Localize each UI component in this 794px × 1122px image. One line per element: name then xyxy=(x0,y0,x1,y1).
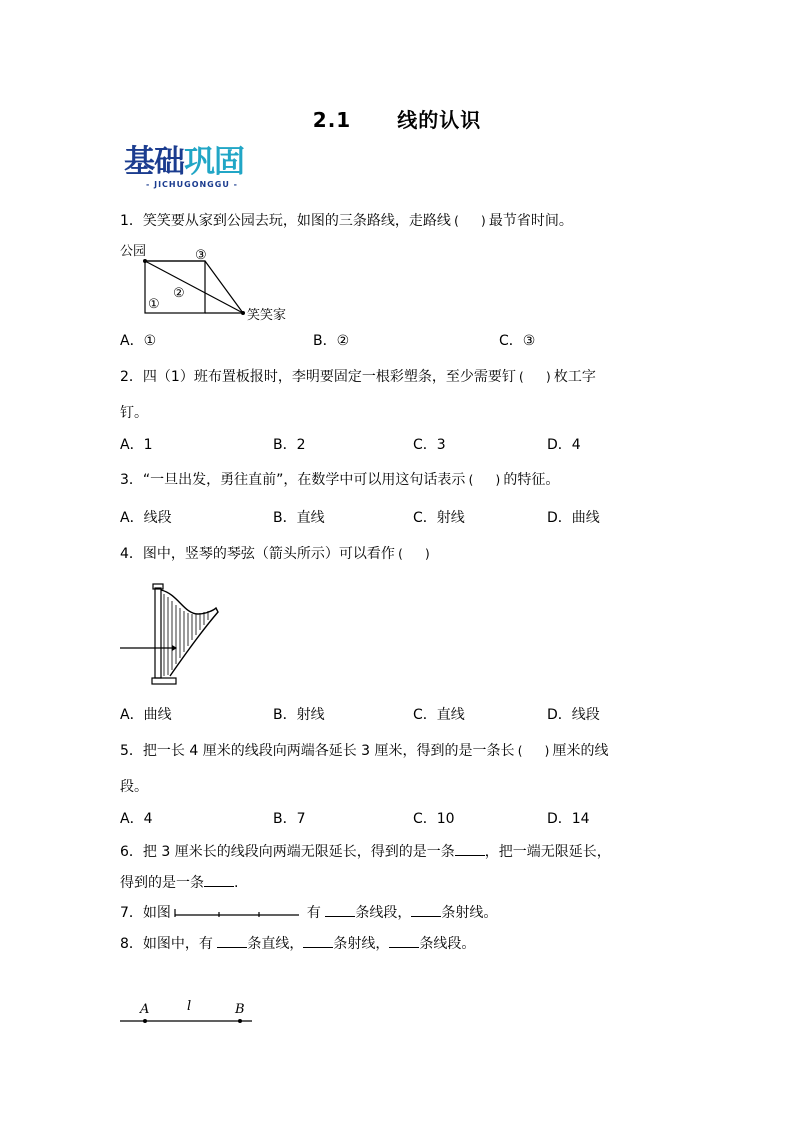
section-number: 2.1 xyxy=(312,108,352,132)
q4-option-c[interactable]: C．直线 xyxy=(413,707,465,723)
q3-option-d[interactable]: D．曲线 xyxy=(547,510,600,526)
question-2: 2．四（1）班布置板报时，李明要固定一根彩塑条，至少需要钉 ( ) 枚工字 xyxy=(120,369,596,385)
answer-blank[interactable] xyxy=(217,934,247,948)
park-point xyxy=(143,259,147,263)
answer-paren: ( ) xyxy=(398,547,430,561)
answer-blank[interactable] xyxy=(411,903,441,917)
question-7: 7．如图 有 条线段， 条射线。 xyxy=(120,905,498,921)
q1-option-b[interactable]: B．② xyxy=(313,333,350,349)
question-5-line-2: 段。 xyxy=(120,779,148,795)
question-8: 8．如图中，有 条直线， 条射线， 条线段。 xyxy=(120,936,476,952)
q3-option-b[interactable]: B．直线 xyxy=(273,510,325,526)
home-label: 笑笑家 xyxy=(247,308,287,323)
answer-blank[interactable] xyxy=(204,873,234,887)
q5-option-b[interactable]: B．7 xyxy=(273,811,306,827)
q2-option-b[interactable]: B．2 xyxy=(273,437,306,453)
question-1: 1．笑笑要从家到公园去玩，如图的三条路线，走路线 ( ) 最节省时间。 xyxy=(120,213,573,229)
point-a-label: A xyxy=(140,1002,150,1017)
point-a xyxy=(143,1019,147,1023)
question-6-line-2: 得到的是一条 . xyxy=(120,875,239,891)
harp-pillar xyxy=(155,588,161,678)
q2-option-c[interactable]: C．3 xyxy=(413,437,446,453)
q5-option-d[interactable]: D．14 xyxy=(547,811,590,827)
q5-option-c[interactable]: C．10 xyxy=(413,811,455,827)
answer-blank[interactable] xyxy=(389,934,419,948)
logo-text: 基础巩固 xyxy=(124,144,244,180)
logo-subtitle: - JICHUGONGGU - xyxy=(146,180,238,189)
harp-figure xyxy=(118,580,228,690)
section-title: 线的认识 xyxy=(397,108,482,132)
section-logo xyxy=(124,144,266,194)
page-title xyxy=(0,104,794,133)
question-2-line-2: 钉。 xyxy=(120,405,148,421)
line-l-label: l xyxy=(187,999,192,1014)
question-6: 6．把 3 厘米长的线段向两端无限延长，得到的是一条 ，把一端无限延长， xyxy=(120,844,611,860)
q4-option-b[interactable]: B．射线 xyxy=(273,707,325,723)
q3-option-a[interactable]: A．线段 xyxy=(120,510,172,526)
park-label: 公园 xyxy=(120,244,147,259)
answer-blank[interactable] xyxy=(455,842,485,856)
q2-option-a[interactable]: A．1 xyxy=(120,437,153,453)
answer-blank[interactable] xyxy=(325,903,355,917)
route-3-line xyxy=(205,261,243,313)
q1-option-a[interactable]: A．① xyxy=(120,333,157,349)
answer-paren: ( ) xyxy=(468,473,501,487)
ray-figure xyxy=(173,906,303,920)
route-3-label: ③ xyxy=(195,248,207,263)
q5-option-a[interactable]: A．4 xyxy=(120,811,153,827)
q1-option-c[interactable]: C．③ xyxy=(499,333,536,349)
route-2-line xyxy=(145,261,243,313)
harp-frame xyxy=(161,590,218,676)
question-3: 3．“一旦出发，勇往直前”，在数学中可以用这句话表示 ( ) 的特征。 xyxy=(120,472,560,488)
q2-option-d[interactable]: D．4 xyxy=(547,437,581,453)
answer-paren: ( ) xyxy=(454,214,486,228)
point-b xyxy=(238,1019,242,1023)
question-4: 4．图中，竖琴的琴弦（箭头所示）可以看作 ( ) xyxy=(120,544,433,564)
home-point xyxy=(241,311,245,315)
answer-paren: ( ) xyxy=(517,744,550,758)
q4-option-a[interactable]: A．曲线 xyxy=(120,707,172,723)
point-b-label: B xyxy=(235,1002,245,1017)
answer-paren: ( ) xyxy=(519,370,551,384)
question-5: 5．把一长 4 厘米的线段向两端各延长 3 厘米，得到的是一条长 ( ) 厘米的线 xyxy=(120,743,609,759)
route-figure xyxy=(115,238,305,328)
route-1-label: ① xyxy=(148,297,160,312)
harp-strings xyxy=(164,594,208,676)
line-figure xyxy=(118,995,258,1029)
q3-option-c[interactable]: C．射线 xyxy=(413,510,465,526)
route-2-label: ② xyxy=(173,286,185,301)
answer-blank[interactable] xyxy=(303,934,333,948)
q4-option-d[interactable]: D．线段 xyxy=(547,707,600,723)
